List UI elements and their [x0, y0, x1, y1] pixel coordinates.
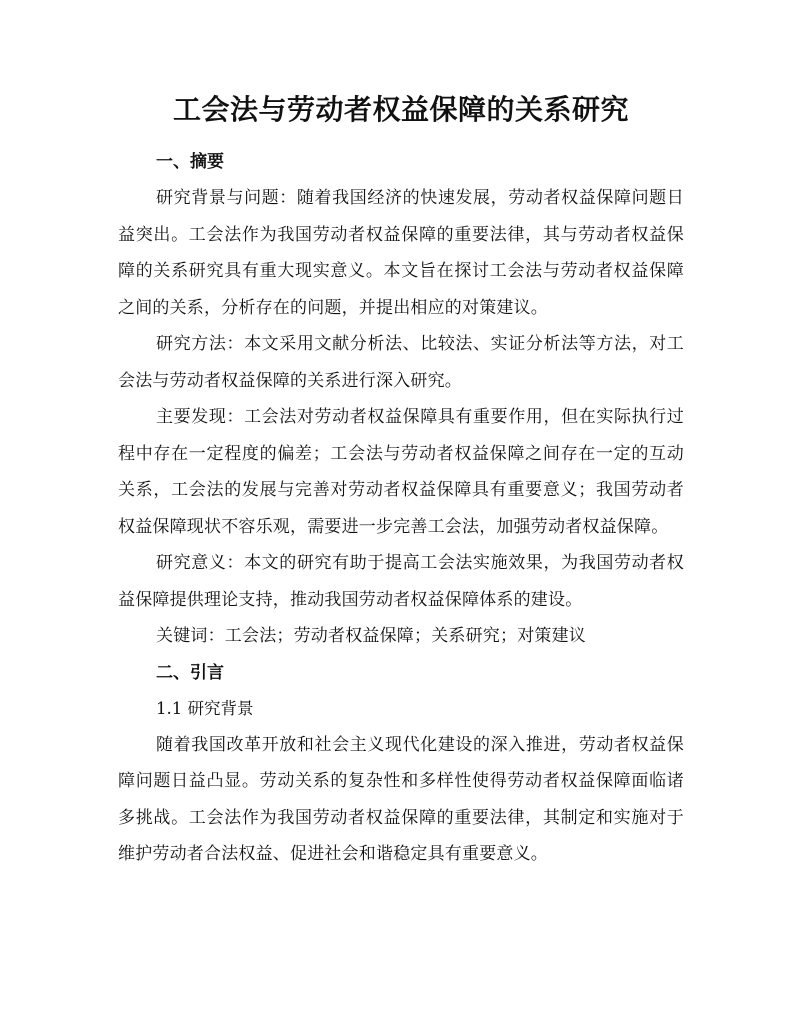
subsection-heading-research-background: 1.1 研究背景	[156, 698, 254, 718]
document-title: 工会法与劳动者权益保障的关系研究	[172, 93, 629, 126]
intro-paragraph: 随着我国改革开放和社会主义现代化建设的深入推进，劳动者权益保障问题日益凸显。劳动关系的复杂性和多样性使得劳动者权益保障面临诸多挑战。工会法作为我国劳动者权益保障的重要法律，其制定和实施对于维护劳动者合法权益、促进社会和谐稳定具有重要意义。	[118, 734, 684, 864]
section-heading-introduction: 二、引言	[156, 662, 224, 683]
abstract-background-paragraph: 研究背景与问题：随着我国经济的快速发展，劳动者权益保障问题日益突出。工会法作为我国劳动者权益保障的重要法律，其与劳动者权益保障的关系研究具有重大现实意义。本文旨在探讨工会法与劳动者权益保障之间的关系，分析存在的问题，并提出相应的对策建议。	[118, 188, 684, 318]
abstract-significance-paragraph: 研究意义：本文的研究有助于提高工会法实施效果，为我国劳动者权益保障提供理论支持，推动我国劳动者权益保障体系的建设。	[118, 553, 684, 610]
keywords-line: 关键词：工会法；劳动者权益保障；关系研究；对策建议	[156, 626, 586, 646]
abstract-findings-paragraph: 主要发现：工会法对劳动者权益保障具有重要作用，但在实际执行过程中存在一定程度的偏差；工会法与劳动者权益保障之间存在一定的互动关系，工会法的发展与完善对劳动者权益保障具有重要意义；我国劳动者权益保障现状不容乐观，需要进一步完善工会法，加强劳动者权益保障。	[118, 407, 684, 537]
section-heading-abstract: 一、摘要	[156, 152, 224, 172]
document-page	[118, 88, 684, 873]
abstract-methods-paragraph: 研究方法：本文采用文献分析法、比较法、实证分析法等方法，对工会法与劳动者权益保障的关系进行深入研究。	[118, 334, 684, 391]
